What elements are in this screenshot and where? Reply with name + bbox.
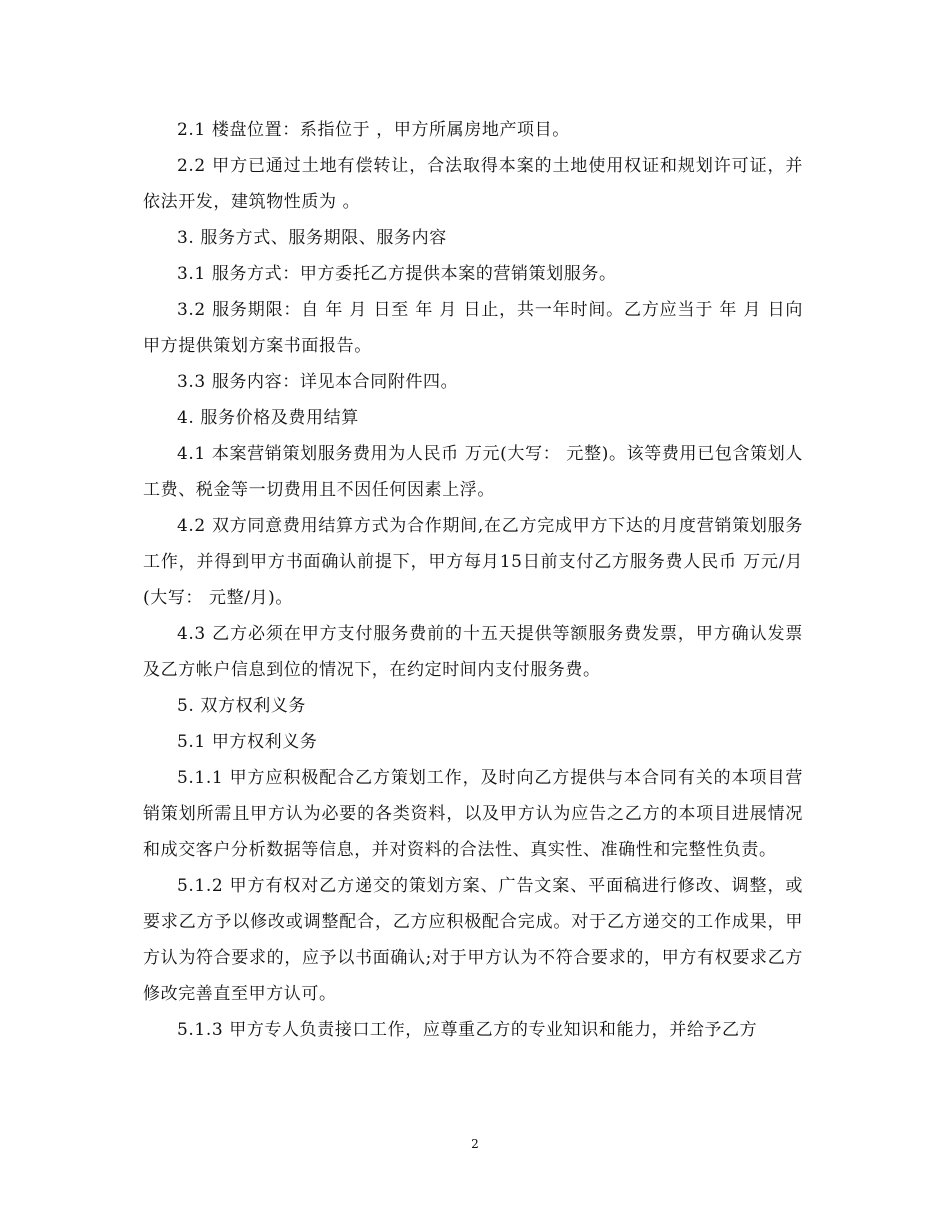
paragraph-3-1: 3.1 服务方式：甲方委托乙方提供本案的营销策划服务。 xyxy=(177,264,617,284)
paragraph-5-1-1: 5.1.1 甲方应积极配合乙方策划工作，及时向乙方提供与本合同有关的本项目营销策划所需且甲方认为必要的各类资料，以及甲方认为应告之乙方的本项目进展情况和成交客户分析数据等信息，并对资料的合法性、真实性、准确性和完整性负责。 xyxy=(143,768,803,860)
paragraph-5-1-2: 5.1.2 甲方有权对乙方递交的策划方案、广告文案、平面稿进行修改、调整，或要求乙方予以修改或调整配合，乙方应积极配合完成。对于乙方递交的工作成果，甲方认为符合要求的，应予以书面确认;对于甲方认为不符合要求的，甲方有权要求乙方修改完善直至甲方认可。 xyxy=(143,876,803,1004)
paragraph-3-2: 3.2 服务期限：自 年 月 日至 年 月 日止，共一年时间。乙方应当于 年 月 日向甲方提供策划方案书面报告。 xyxy=(143,300,803,356)
paragraph-5-1-3: 5.1.3 甲方专人负责接口工作，应尊重乙方的专业知识和能力，并给予乙方 xyxy=(177,1020,758,1040)
paragraph-4-1: 4.1 本案营销策划服务费用为人民币 万元(大写： 元整)。该等费用已包含策划人工费、税金等一切费用且不因任何因素上浮。 xyxy=(143,444,803,500)
section-heading-4: 4. 服务价格及费用结算 xyxy=(177,408,359,428)
paragraph-4-3: 4.3 乙方必须在甲方支付服务费前的十五天提供等额服务费发票，甲方确认发票及乙方帐户信息到位的情况下，在约定时间内支付服务费。 xyxy=(143,624,803,680)
paragraph-3-3: 3.3 服务内容：详见本合同附件四。 xyxy=(177,372,459,392)
paragraph-2-2: 2.2 甲方已通过土地有偿转让，合法取得本案的土地使用权证和规划许可证，并依法开发，建筑物性质为 。 xyxy=(143,156,803,212)
section-heading-5: 5. 双方权利义务 xyxy=(177,696,307,716)
page-number: 2 xyxy=(471,1137,479,1151)
subsection-heading-5-1: 5.1 甲方权利义务 xyxy=(177,732,318,752)
paragraph-4-2: 4.2 双方同意费用结算方式为合作期间,在乙方完成甲方下达的月度营销策划服务工作，并得到甲方书面确认前提下，甲方每月15日前支付乙方服务费人民币 万元/月(大写： 元整/月)。 xyxy=(143,516,803,608)
section-heading-3: 3. 服务方式、服务期限、服务内容 xyxy=(177,228,447,248)
document-body xyxy=(143,112,803,1048)
paragraph-2-1: 2.1 楼盘位置：系指位于 ，甲方所属房地产项目。 xyxy=(177,120,570,140)
